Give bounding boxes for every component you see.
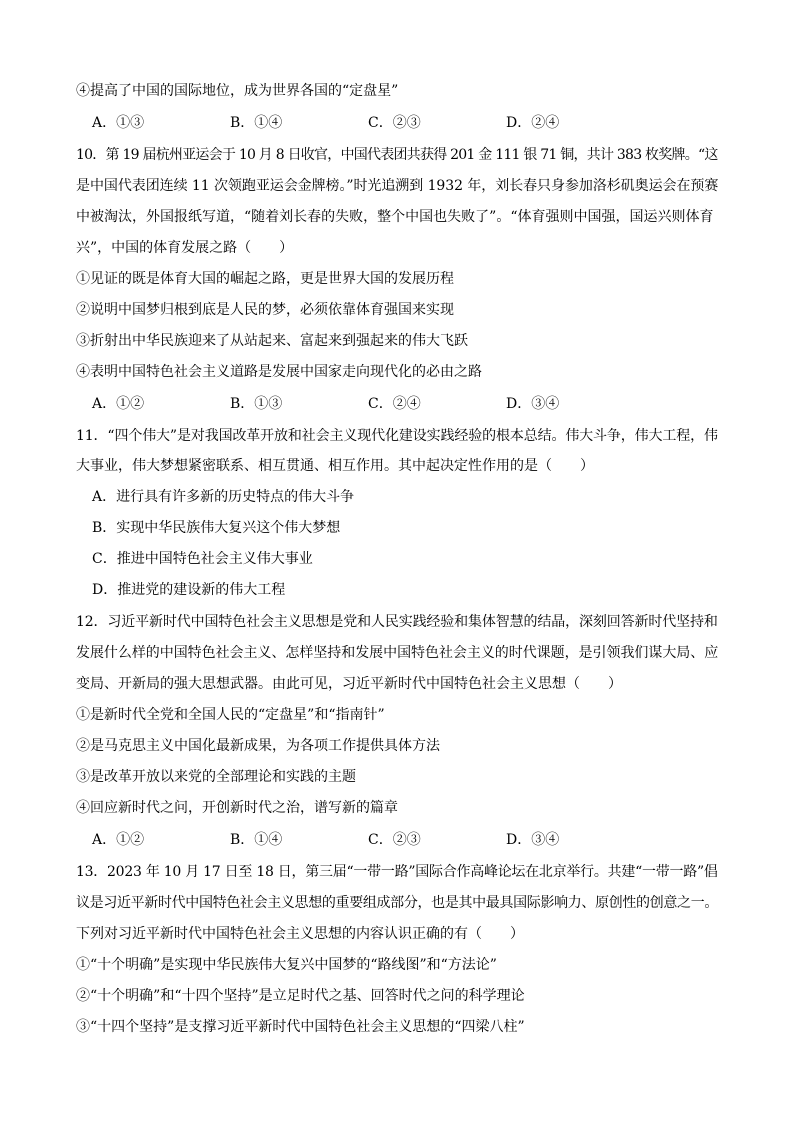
q10-option-d[interactable]: D．③④: [506, 396, 560, 412]
q10-options: [92, 394, 644, 414]
q12-statement-2: ②是马克思主义中国化最新成果，为各项工作提供具体方法: [76, 738, 440, 754]
q12-statement-1: ①是新时代全党和全国人民的“定盘星”和“指南针”: [76, 707, 385, 723]
q13-statement-3: ③“十四个坚持”是支撑习近平新时代中国特色社会主义思想的“四梁八柱”: [76, 1019, 525, 1035]
q9-option-b[interactable]: B．①④: [230, 115, 283, 131]
q13-stem-line-2: 议是习近平新时代中国特色社会主义思想的重要组成部分，也是其中最具国际影响力、原创性的创意之一。: [76, 895, 719, 911]
q12-statement-3: ③是改革开放以来党的全部理论和实践的主题: [76, 769, 356, 785]
q11-stem-line-1: 11．“四个伟大”是对我国改革开放和社会主义现代化建设实践经验的根本总结。伟大斗争，伟大工程，伟: [76, 428, 718, 444]
q11-stem-line-2: 大事业，伟大梦想紧密联系、相互贯通、相互作用。其中起决定性作用的是（ ）: [76, 458, 594, 474]
q12-stem-line-3: 变局、开新局的强大思想武器。由此可见，习近平新时代中国特色社会主义思想（ ）: [76, 676, 622, 692]
q9-statement-4: ④提高了中国的国际地位，成为世界各国的“定盘星”: [76, 83, 399, 99]
q10-statement-4: ④表明中国特色社会主义道路是发展中国家走向现代化的必由之路: [76, 364, 482, 380]
q9-option-a[interactable]: A．①③: [92, 115, 145, 131]
q11-option-c[interactable]: C．推进中国特色社会主义伟大事业: [92, 551, 313, 567]
q10-stem-line-3: 中被淘汰，外国报纸写道，“随着刘长春的失败，整个中国也失败了”。“体育强则中国强，国运兴则体育: [76, 209, 714, 225]
q10-option-a[interactable]: A．①②: [92, 396, 145, 412]
q10-statement-1: ①见证的既是体育大国的崛起之路，更是世界大国的发展历程: [76, 271, 454, 287]
q12-option-a[interactable]: A．①②: [92, 832, 145, 848]
q12-statement-4: ④回应新时代之问，开创新时代之治，谱写新的篇章: [76, 800, 398, 816]
q12-option-b[interactable]: B．①④: [230, 832, 283, 848]
q12-option-d[interactable]: D．③④: [506, 832, 560, 848]
q12-option-c[interactable]: C．②③: [368, 832, 421, 848]
q13-statement-2: ②“十个明确”和“十四个坚持”是立足时代之基、回答时代之问的科学理论: [76, 988, 525, 1004]
q11-option-a[interactable]: A．进行具有许多新的历史特点的伟大斗争: [92, 489, 355, 505]
q10-statement-2: ②说明中国梦归根到底是人民的梦，必须依靠体育强国来实现: [76, 302, 454, 318]
q13-stem-line-1: 13．2023 年 10 月 17 日至 18 日，第三届“一带一路”国际合作高峰论坛在北京举行。共建“一带一路”倡: [76, 864, 718, 880]
q9-option-c[interactable]: C．②③: [368, 115, 421, 131]
q12-stem-line-1: 12．习近平新时代中国特色社会主义思想是党和人民实践经验和集体智慧的结晶，深刻回答新时代坚持和: [76, 614, 718, 630]
q10-stem-line-1: 10．第 19 届杭州亚运会于 10 月 8 日收官，中国代表团共获得 201 金 111 银 71 铜，共计 383 枚奖牌。“这: [76, 147, 718, 163]
q9-option-d[interactable]: D．②④: [506, 115, 560, 131]
q10-option-b[interactable]: B．①③: [230, 396, 283, 412]
q10-option-c[interactable]: C．②④: [368, 396, 421, 412]
q11-option-b[interactable]: B．实现中华民族伟大复兴这个伟大梦想: [92, 520, 341, 536]
q13-statement-1: ①“十个明确”是实现中华民族伟大复兴中国梦的“路线图”和“方法论”: [76, 957, 497, 973]
q10-stem-line-2: 是中国代表团连续 11 次领跑亚运会金牌榜。”时光追溯到 1932 年，刘长春只身参加洛杉矶奥运会在预赛: [76, 178, 719, 194]
q10-stem-line-4: 兴”，中国的体育发展之路（ ）: [76, 240, 294, 256]
q12-stem-line-2: 发展什么样的中国特色社会主义、怎样坚持和发展中国特色社会主义的时代课题，是引领我们谋大局、应: [76, 645, 719, 661]
q11-option-d[interactable]: D．推进党的建设新的伟大工程: [92, 582, 286, 598]
q13-stem-line-3: 下列对习近平新时代中国特色社会主义思想的内容认识正确的有（ ）: [76, 926, 524, 942]
q12-options: [92, 830, 644, 850]
q10-statement-3: ③折射出中华民族迎来了从站起来、富起来到强起来的伟大飞跃: [76, 333, 468, 349]
q9-options: [92, 113, 644, 133]
